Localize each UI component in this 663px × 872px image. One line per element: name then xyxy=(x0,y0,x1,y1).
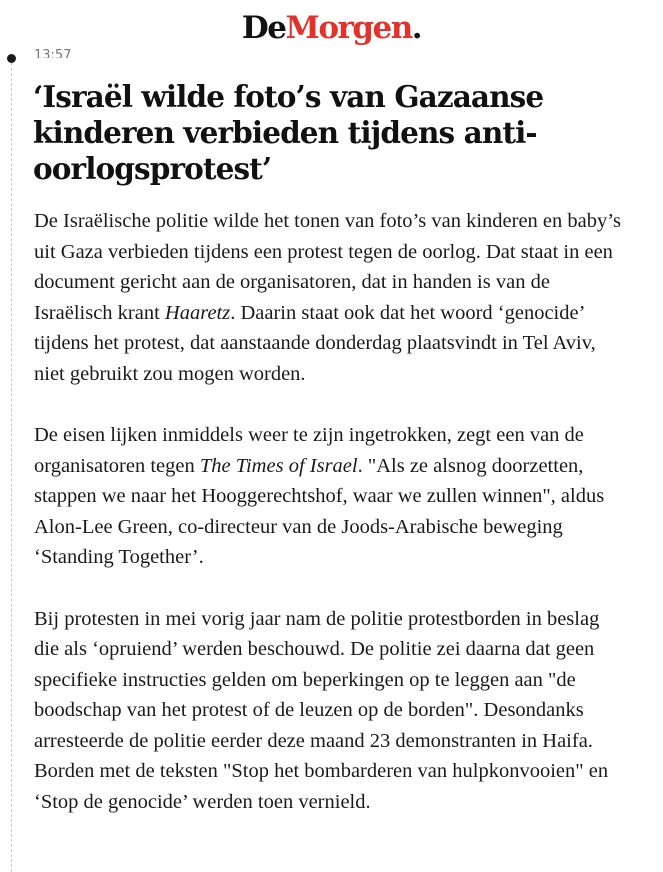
timeline-bullet-icon xyxy=(7,54,16,63)
article-body xyxy=(34,206,624,848)
logo-part-morgen: Morgen xyxy=(285,10,412,46)
logo-part-de: De xyxy=(241,10,286,46)
paragraph-1-text-b: . Daarin staat ook dat het woord ‘genocide’ tijdens het protest, dat aanstaande donderdag plaatsvindt in Tel Aviv, niet gebruikt zou mogen worden. xyxy=(34,301,596,385)
post-timestamp: 13:57 xyxy=(34,48,72,58)
source-times-of-israel: The Times of Israel xyxy=(199,454,358,477)
liveblog-timeline-line xyxy=(11,58,12,872)
source-haaretz: Haaretz xyxy=(164,301,231,324)
paragraph-3: Bij protesten in mei vorig jaar nam de politie protestborden in beslag die als ‘opruiend’ werden beschouwd. De politie zei daarna dat geen specifieke instructies gelden om beperkingen op te leggen aan "de boodschap van het protest of de leuzen op de borden". Desondanks arresteerde de politie eerder deze maand 23 demonstranten in Haifa. Borden met de teksten "Stop het bombarderen van hulpkonvooien" en ‘Stop de genocide’ werden toen vernield. xyxy=(34,607,609,813)
paragraph-2-text-a: De eisen lijken inmiddels weer te zijn ingetrokken, zegt een van de organisatoren tegen xyxy=(34,424,584,477)
paragraph-2-text-b: . "Als ze alsnog doorzetten, stappen we naar het Hooggerechtshof, waar we zullen winnen", aldus Alon-Lee Green, co-directeur van de Joods-Arabische beweging ‘Standing Together’. xyxy=(34,454,605,568)
site-logo[interactable] xyxy=(0,8,663,48)
paragraph-1-text-a: De Israëlische politie wilde het tonen van foto’s van kinderen en baby’s uit Gaza verbieden tijdens een protest tegen de oorlog. Dat staat in een document gericht aan de organisatoren, dat in handen is van de Israëlisch krant xyxy=(34,210,621,324)
article-headline: ‘Israël wilde foto’s van Gazaanse kinderen verbieden tijdens anti-oorlogsprotest’ xyxy=(33,79,544,186)
logo-dot: . xyxy=(411,10,422,46)
paragraph-2 xyxy=(34,420,624,573)
paragraph-1 xyxy=(34,206,624,389)
